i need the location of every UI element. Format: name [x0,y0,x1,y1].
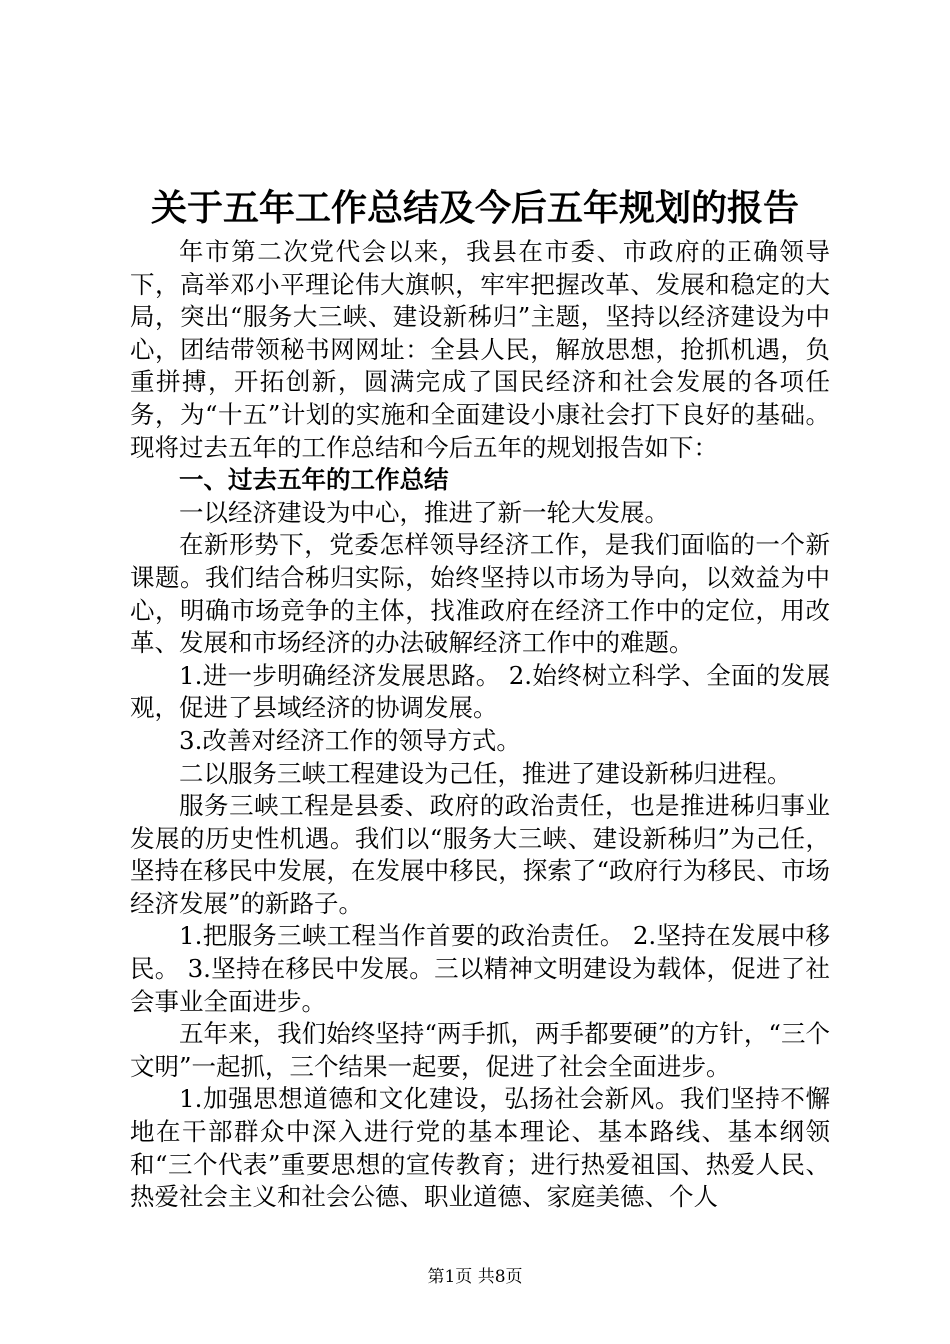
page-number: 第1页 共8页 [427,1267,523,1287]
list-item-economy-3: 3.改善对经济工作的领导方式。 [179,725,521,755]
subheading-1: 一以经济建设为中心，推进了新一轮大发展。 [179,497,669,527]
list-items-three-gorges: 1.把服务三峡工程当作首要的政治责任。 2.坚持在发展中移民。 3.坚持在移民中发展。三以精神文明建设为载体，促进了社会事业全面进步。 [130,921,830,1016]
paragraph-three-gorges: 服务三峡工程是县委、政府的政治责任，也是推进秭归事业发展的历史性机遇。我们以“服务大三峡、建设新秭归”为己任，坚持在移民中发展，在发展中移民，探索了“政府行为移民、市场经济发展”的新路子。 [130,791,830,918]
document-title: 关于五年工作总结及今后五年规划的报告 [150,188,799,229]
document-body [130,236,830,1214]
list-items-economy: 1.进一步明确经济发展思路。 2.始终树立科学、全面的发展观，促进了县域经济的协调发展。 [130,660,830,723]
intro-paragraph: 年市第二次党代会以来，我县在市委、市政府的正确领导下，高举邓小平理论伟大旗帜，牢牢把握改革、发展和稳定的大局，突出“服务大三峡、建设新秭归”主题，坚持以经济建设为中心，团结带领秘书网网址：全县人民，解放思想，抢抓机遇，负重拼搏，开拓创新，圆满完成了国民经济和社会发展的各项任务，为“十五”计划的实施和全面建设小康社会打下良好的基础。现将过去五年的工作总结和今后五年的规划报告如下： [130,237,830,462]
paragraph-civilization: 五年来，我们始终坚持“两手抓，两手都要硬”的方针，“三个文明”一起抓，三个结果一起要，促进了社会全面进步。 [130,1019,830,1081]
paragraph-ideology: 1.加强思想道德和文化建设，弘扬社会新风。我们坚持不懈地在干部群众中深入进行党的基本理论、基本路线、基本纲领和“三个代表”重要思想的宣传教育；进行热爱祖国、热爱人民、热爱社会主义和社会公德、职业道德、家庭美德、个人 [130,1084,830,1212]
paragraph-economy: 在新形势下，党委怎样领导经济工作，是我们面临的一个新课题。我们结合秭归实际，始终坚持以市场为导向，以效益为中心，明确市场竞争的主体，找准政府在经济工作中的定位，用改革、发展和市场经济的办法破解经济工作中的难题。 [130,530,830,658]
section-heading: 一、过去五年的工作总结 [179,465,449,495]
subheading-2: 二以服务三峡工程建设为己任，推进了建设新秭归进程。 [179,758,792,788]
